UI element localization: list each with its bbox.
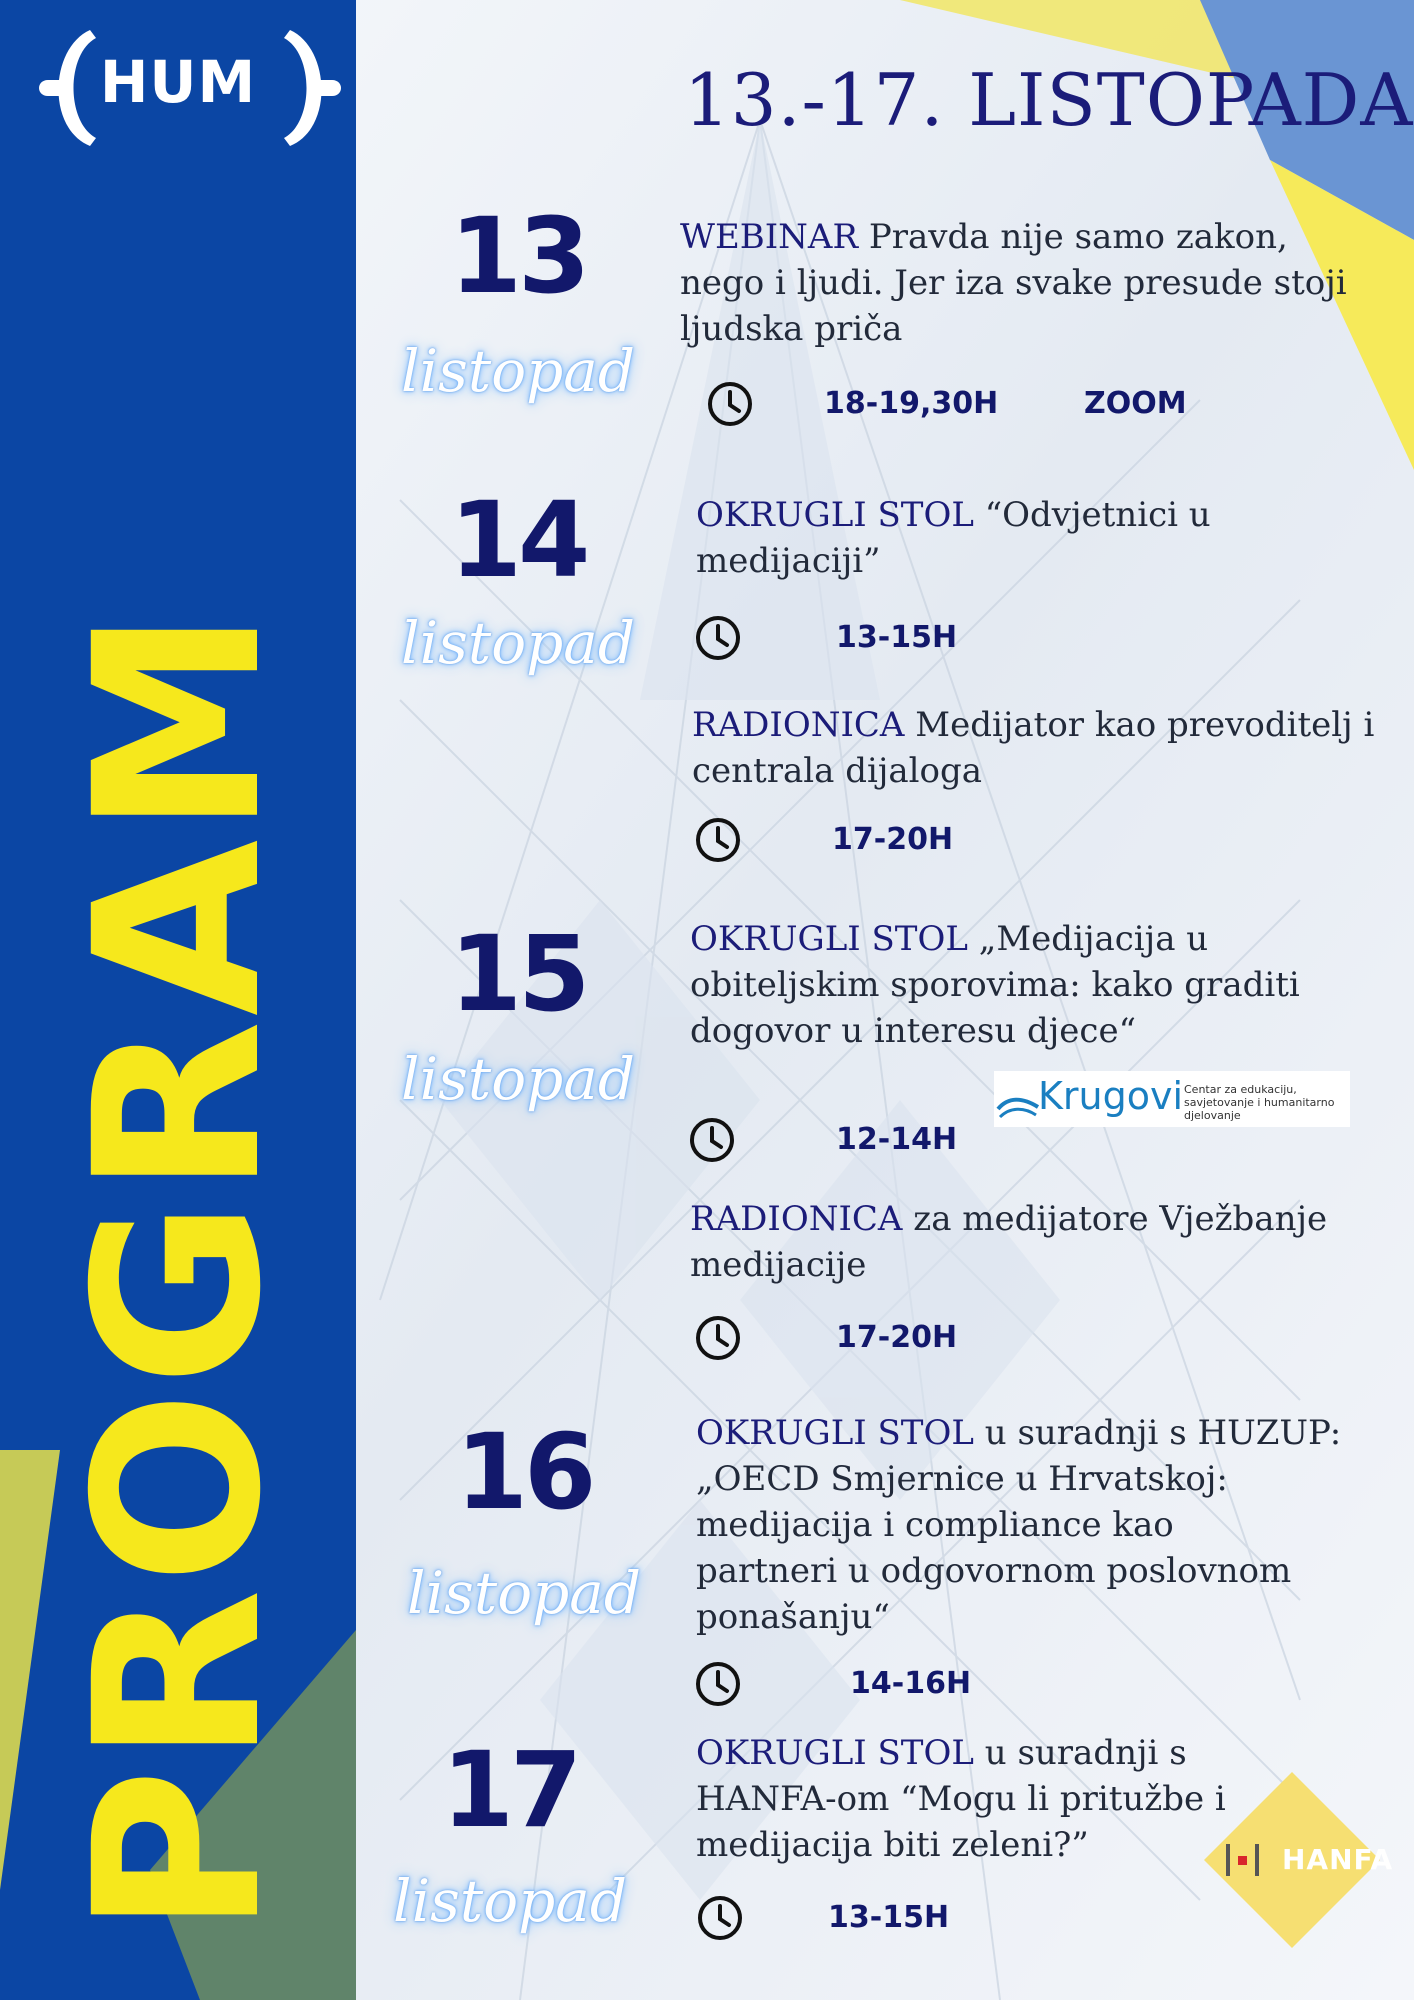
event-workshop [690, 1196, 1327, 1288]
event-text: „Medijacija u [978, 919, 1209, 959]
clock-icon [694, 816, 742, 864]
event-round-table [696, 492, 1211, 584]
event-type: OKRUGLI STOL [696, 1733, 974, 1773]
event-time-row [694, 1314, 1094, 1362]
event-text: medijacije [690, 1245, 867, 1285]
event-round-table [696, 1410, 1341, 1640]
event-time: 18-19,30H [824, 386, 999, 421]
hanfa-logo [1192, 1760, 1392, 1960]
event-type: OKRUGLI STOL [696, 1413, 974, 1453]
day-number: 16 [455, 1411, 593, 1533]
event-text: obiteljskim sporovima: kako graditi [690, 965, 1300, 1005]
sidebar-panel [0, 0, 356, 2000]
day-15 [398, 913, 638, 1113]
event-type: WEBINAR [680, 217, 859, 257]
event-type: RADIONICA [692, 705, 905, 745]
clock-icon [694, 1660, 742, 1708]
day-month: listopad [407, 1559, 641, 1627]
event-webinar [680, 214, 1347, 352]
event-text: ponašanju“ [696, 1597, 890, 1637]
day-month: listopad [393, 1867, 627, 1935]
event-text: u suradnji s HUZUP: [984, 1413, 1342, 1453]
day-month: listopad [401, 609, 635, 677]
clock-icon [694, 1314, 742, 1362]
event-type: OKRUGLI STOL [690, 919, 968, 959]
event-text: HANFA-om “Mogu li pritužbe i [696, 1779, 1226, 1819]
day-14 [398, 479, 638, 677]
event-time-row [706, 380, 1306, 428]
event-location: ZOOM [1084, 386, 1187, 421]
clock-icon [696, 1894, 744, 1942]
event-time-row [694, 816, 1094, 864]
event-workshop [692, 702, 1374, 794]
program-title: PROGRAM [45, 604, 311, 1936]
event-text: dogovor u interesu djece“ [690, 1011, 1136, 1051]
day-number: 15 [449, 913, 587, 1035]
event-time: 13-15H [836, 620, 958, 655]
event-text: medijacija i compliance kao [696, 1505, 1174, 1545]
event-text: za medijatore Vježbanje [913, 1199, 1328, 1239]
event-text: medijacija biti zeleni?” [696, 1825, 1089, 1865]
day-number: 14 [449, 479, 587, 601]
day-month: listopad [401, 1045, 635, 1113]
event-time: 17-20H [836, 1320, 958, 1355]
event-time-row [694, 614, 1094, 662]
event-text: medijaciji” [696, 541, 881, 581]
day-month: listopad [401, 337, 635, 405]
event-time: 14-16H [850, 1666, 972, 1701]
day-17 [390, 1729, 630, 1935]
hum-logo-text: HUM [99, 48, 257, 116]
event-type: RADIONICA [690, 1199, 903, 1239]
event-round-table [696, 1730, 1226, 1868]
event-type: OKRUGLI STOL [696, 495, 974, 535]
krugovi-name: Krugovi [1038, 1074, 1184, 1118]
clock-icon [706, 380, 754, 428]
day-number: 13 [449, 195, 587, 317]
event-text: centrala dijaloga [692, 751, 983, 791]
event-text: „OECD Smjernice u Hrvatskoj: [696, 1459, 1228, 1499]
event-round-table [690, 916, 1300, 1054]
date-range-heading: 13.-17. LISTOPADA [684, 58, 1414, 142]
event-text: ljudska priča [680, 309, 903, 349]
event-text: nego i ljudi. Jer iza svake presude stoji [680, 263, 1347, 303]
event-time-row [696, 1894, 1096, 1942]
event-text: “Odvjetnici u [984, 495, 1211, 535]
event-time-row [694, 1660, 1094, 1708]
day-number: 17 [441, 1729, 579, 1851]
event-text: Medijator kao prevoditelj i [915, 705, 1375, 745]
krugovi-subtitle: Centar za edukaciju, savjetovanje i humanitarno djelovanje [1184, 1083, 1335, 1122]
event-time: 13-15H [828, 1900, 950, 1935]
event-time: 17-20H [832, 822, 954, 857]
event-time: 12-14H [836, 1122, 958, 1157]
clock-icon [694, 614, 742, 662]
day-16 [404, 1411, 644, 1627]
event-text: Pravda nije samo zakon, [868, 217, 1288, 257]
hanfa-name: HANFA [1282, 1843, 1394, 1876]
day-13 [398, 195, 638, 405]
event-text: partneri u odgovornom poslovnom [696, 1551, 1292, 1591]
event-text: u suradnji s [984, 1733, 1187, 1773]
clock-icon [688, 1116, 736, 1164]
event-time-row [688, 1116, 1088, 1164]
